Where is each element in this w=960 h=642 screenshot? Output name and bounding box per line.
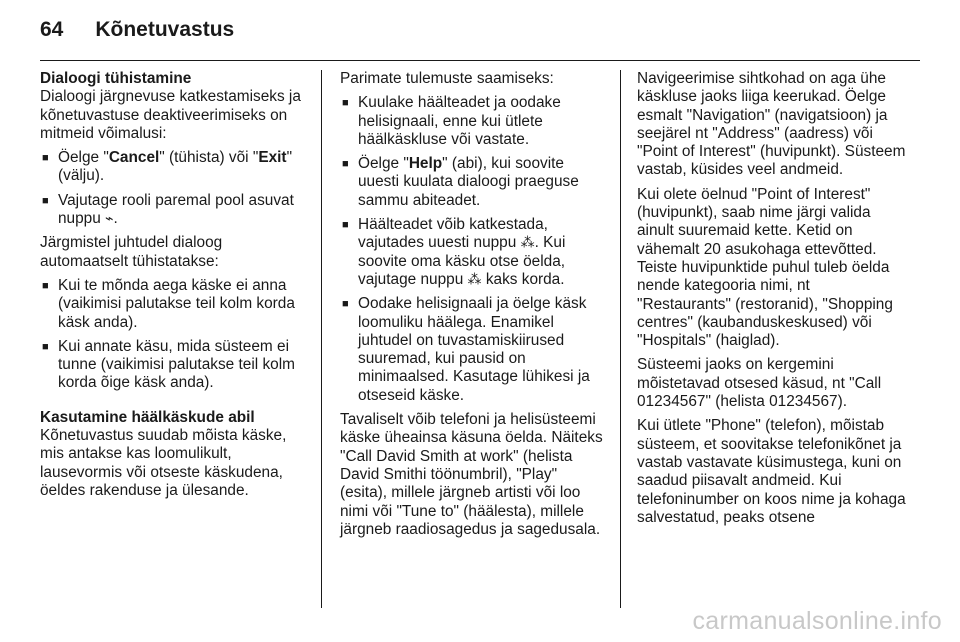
list-item: ■ Kui te mõnda aega käske ei anna (vaikimisi palutakse teil kolm korda käsk anda). (40, 277, 305, 332)
watermark: carmanualsonline.info (692, 607, 942, 635)
keyword-cancel: Cancel (108, 149, 160, 167)
page-title: Kõnetuvastus (95, 18, 235, 41)
voice-button-icon: ⁂ (467, 271, 482, 288)
voice-button-icon: ⁂ (520, 235, 535, 252)
column-divider (321, 70, 322, 608)
column-2 (340, 70, 604, 545)
list-item: ■ Häälteadet võib katkestada, vajutades uuesti nuppu ⁂. Kui soovite oma käsku otse öelda, vajutage nuppu ⁂ kaks korda. (340, 216, 604, 289)
page-header (40, 18, 234, 48)
paragraph: Tavaliselt võib telefoni ja helisüsteemi käske üheainsa käsuna öelda. Näiteks "Call David Smith at work" (helista David Smithi töönumbril), "Play" (esita), millele järgneb artisti või loo nimi või "Tune to" (häälesta), millele järgneb raadiosagedus ja sagedusala. (340, 411, 603, 538)
bullet-list (40, 277, 305, 393)
hang-up-icon: ⌁ (105, 211, 114, 228)
paragraph: Kui ütlete "Phone" (telefon), mõistab süsteem, et soovitakse telefonikõnet ja vastab vastavate küsimustega, kuni on saadud piisavalt andmeid. Kui telefoninumber on koos nime ja kohaga salvestatud, peaks otsene (637, 417, 906, 526)
column-3 (637, 70, 907, 533)
list-item: ■ Kui annate käsu, mida süsteem ei tunne (vaikimisi palutakse teil kolm korda õige käsk anda). (40, 338, 305, 393)
keyword-exit: Exit (258, 149, 287, 167)
paragraph: Dialoogi järgnevuse katkestamiseks ja kõnetuvastuse deaktiveerimiseks on mitmeid võimalusi: (40, 88, 301, 142)
paragraph: Parimate tulemuste saamiseks: (340, 70, 554, 87)
paragraph: Süsteemi jaoks on kergemini mõistetavad otsesed käsud, nt "Call 01234567" (helista 01234567). (637, 356, 882, 411)
paragraph: Järgmistel juhtudel dialoog automaatselt tühistatakse: (40, 234, 223, 270)
header-rule (40, 60, 920, 61)
list-item: ■ Oodake helisignaali ja öelge käsk loomuliku häälega. Enamikel juhtudel on tuvastamiskiirused suuremad, kui pausid on minimaalsed. Kasutage lühikesi ja otseseid käske. (340, 295, 604, 405)
section-heading-voice-commands: Kasutamine häälkäskude abil (40, 408, 255, 426)
list-item: ■ Kuulake häälteadet ja oodake helisignaali, enne kui ütlete häälkäskluse või vastate. (340, 94, 604, 149)
list-item: ■ Vajutage rooli paremal pool asuvat nuppu ⌁. (40, 192, 305, 229)
section-heading-cancel: Dialoogi tühistamine (40, 70, 192, 87)
list-item: ■ Öelge "Help" (abi), kui soovite uuesti kuulata dialoogi praeguse sammu abiteadet. (340, 155, 604, 210)
column-divider (620, 70, 621, 608)
bullet-list (340, 94, 604, 405)
bullet-list (40, 149, 305, 228)
list-item: ■ Öelge "Cancel" (tühista) või "Exit" (välju). (40, 149, 305, 186)
paragraph: Kui olete öelnud "Point of Interest" (huvipunkt), saab nime järgi valida ainult suuremaid kette. Ketid on vähemalt 20 asukohaga ettevõtted. Teiste huvipunktide puhul tuleb öelda nende kategooria nimi, nt "Restaurants" (restoranid), "Shopping centres" (kaubanduskeskused) või "Hospitals" (haiglad). (637, 185, 893, 350)
paragraph: Navigeerimise sihtkohad on aga ühe käskluse jaoks liiga keerukad. Öelge esmalt "Navigation" (navigatsioon) ja seejärel nt "Address" (aadress) või "Point of Interest" (huvipunkt). Süsteem vastab, küsides veel andmeid. (637, 70, 906, 179)
keyword-help: Help (408, 155, 443, 173)
page-number: 64 (40, 18, 64, 41)
column-1 (40, 70, 305, 506)
paragraph: Kõnetuvastus suudab mõista käske, mis antakse kas loomulikult, lausevormis või otseste käskudena, öeldes rakenduse ja ülesande. (40, 427, 287, 499)
